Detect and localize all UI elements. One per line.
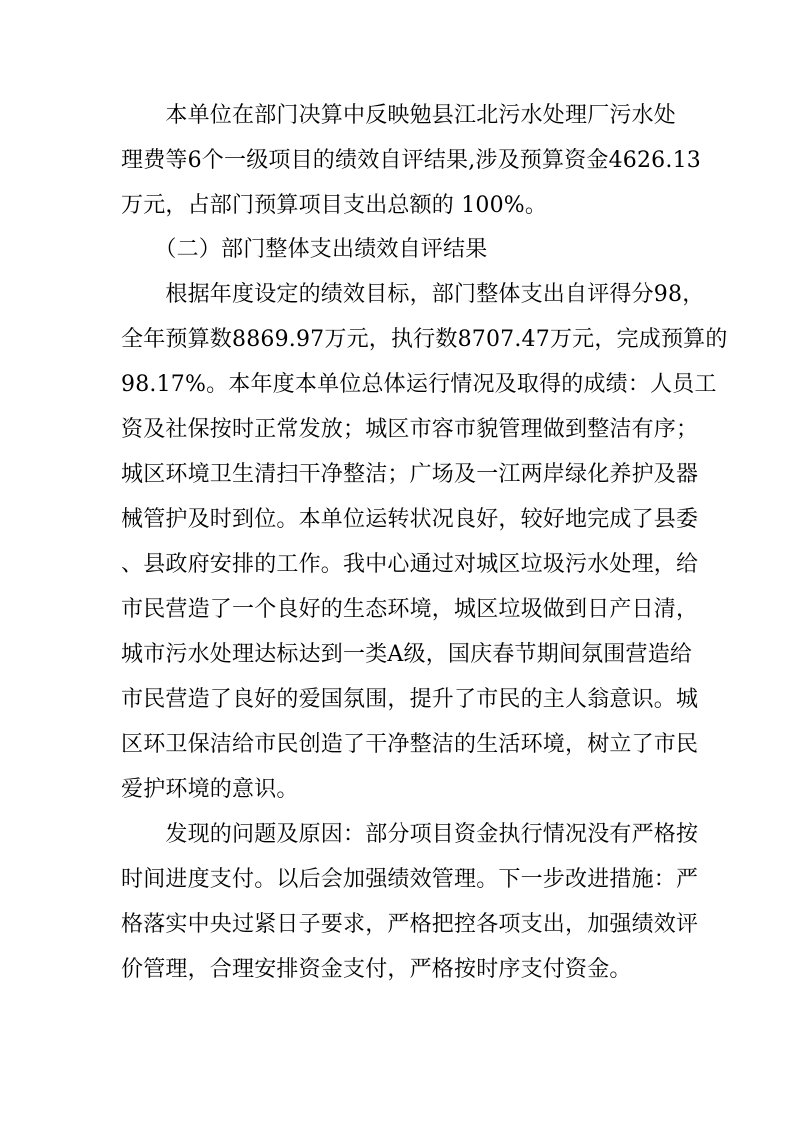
paragraph-2-line-7: 、县政府安排的工作。我中心通过对城区垃圾污水处理，给 <box>121 552 699 577</box>
paragraph-3-line-1: 发现的问题及原因：部分项目资金执行情况没有严格按 <box>121 822 699 847</box>
paragraph-1-line-3: 万元，占部门预算项目支出总额的 100%。 <box>121 193 548 218</box>
section-heading: （二）部门整体支出绩效自评结果 <box>121 237 488 262</box>
paragraph-2-line-5: 城区环境卫生清扫干净整洁；广场及一江两岸绿化养护及器 <box>121 462 699 487</box>
paragraph-2-line-6: 械管护及时到位。本单位运转状况良好，较好地完成了县委 <box>121 507 699 532</box>
paragraph-1-line-2: 理费等6个一级项目的绩效自评结果,涉及预算资金4626.13 <box>121 148 701 173</box>
paragraph-3-line-2: 时间进度支付。以后会加强绩效管理。下一步改进措施：严 <box>121 867 699 892</box>
paragraph-2-line-1: 根据年度设定的绩效目标，部门整体支出自评得分98， <box>121 282 705 307</box>
paragraph-2-line-11: 区环卫保洁给市民创造了干净整洁的生活环境，树立了市民 <box>121 732 699 757</box>
paragraph-2-line-12: 爱护环境的意识。 <box>121 777 299 802</box>
paragraph-3-line-3: 格落实中央过紧日子要求，严格把控各项支出，加强绩效评 <box>121 912 699 937</box>
paragraph-2-line-9: 城市污水处理达标达到一类A级，国庆春节期间氛围营造给 <box>121 642 693 667</box>
paragraph-1-line-1: 本单位在部门决算中反映勉县江北污水处理厂污水处 <box>121 103 677 128</box>
paragraph-2-line-4: 资及社保按时正常发放；城区市容市貌管理做到整洁有序； <box>121 417 699 442</box>
paragraph-3-line-4: 价管理，合理安排资金支付，严格按时序支付资金。 <box>121 957 632 982</box>
paragraph-2-line-3: 98.17%。本年度本单位总体运行情况及取得的成绩：人员工 <box>121 372 717 397</box>
paragraph-2-line-2: 全年预算数8869.97万元，执行数8707.47万元，完成预算的 <box>121 327 728 352</box>
paragraph-2-line-10: 市民营造了良好的爱国氛围，提升了市民的主人翁意识。城 <box>121 687 699 712</box>
paragraph-2-line-8: 市民营造了一个良好的生态环境，城区垃圾做到日产日清， <box>121 597 699 622</box>
